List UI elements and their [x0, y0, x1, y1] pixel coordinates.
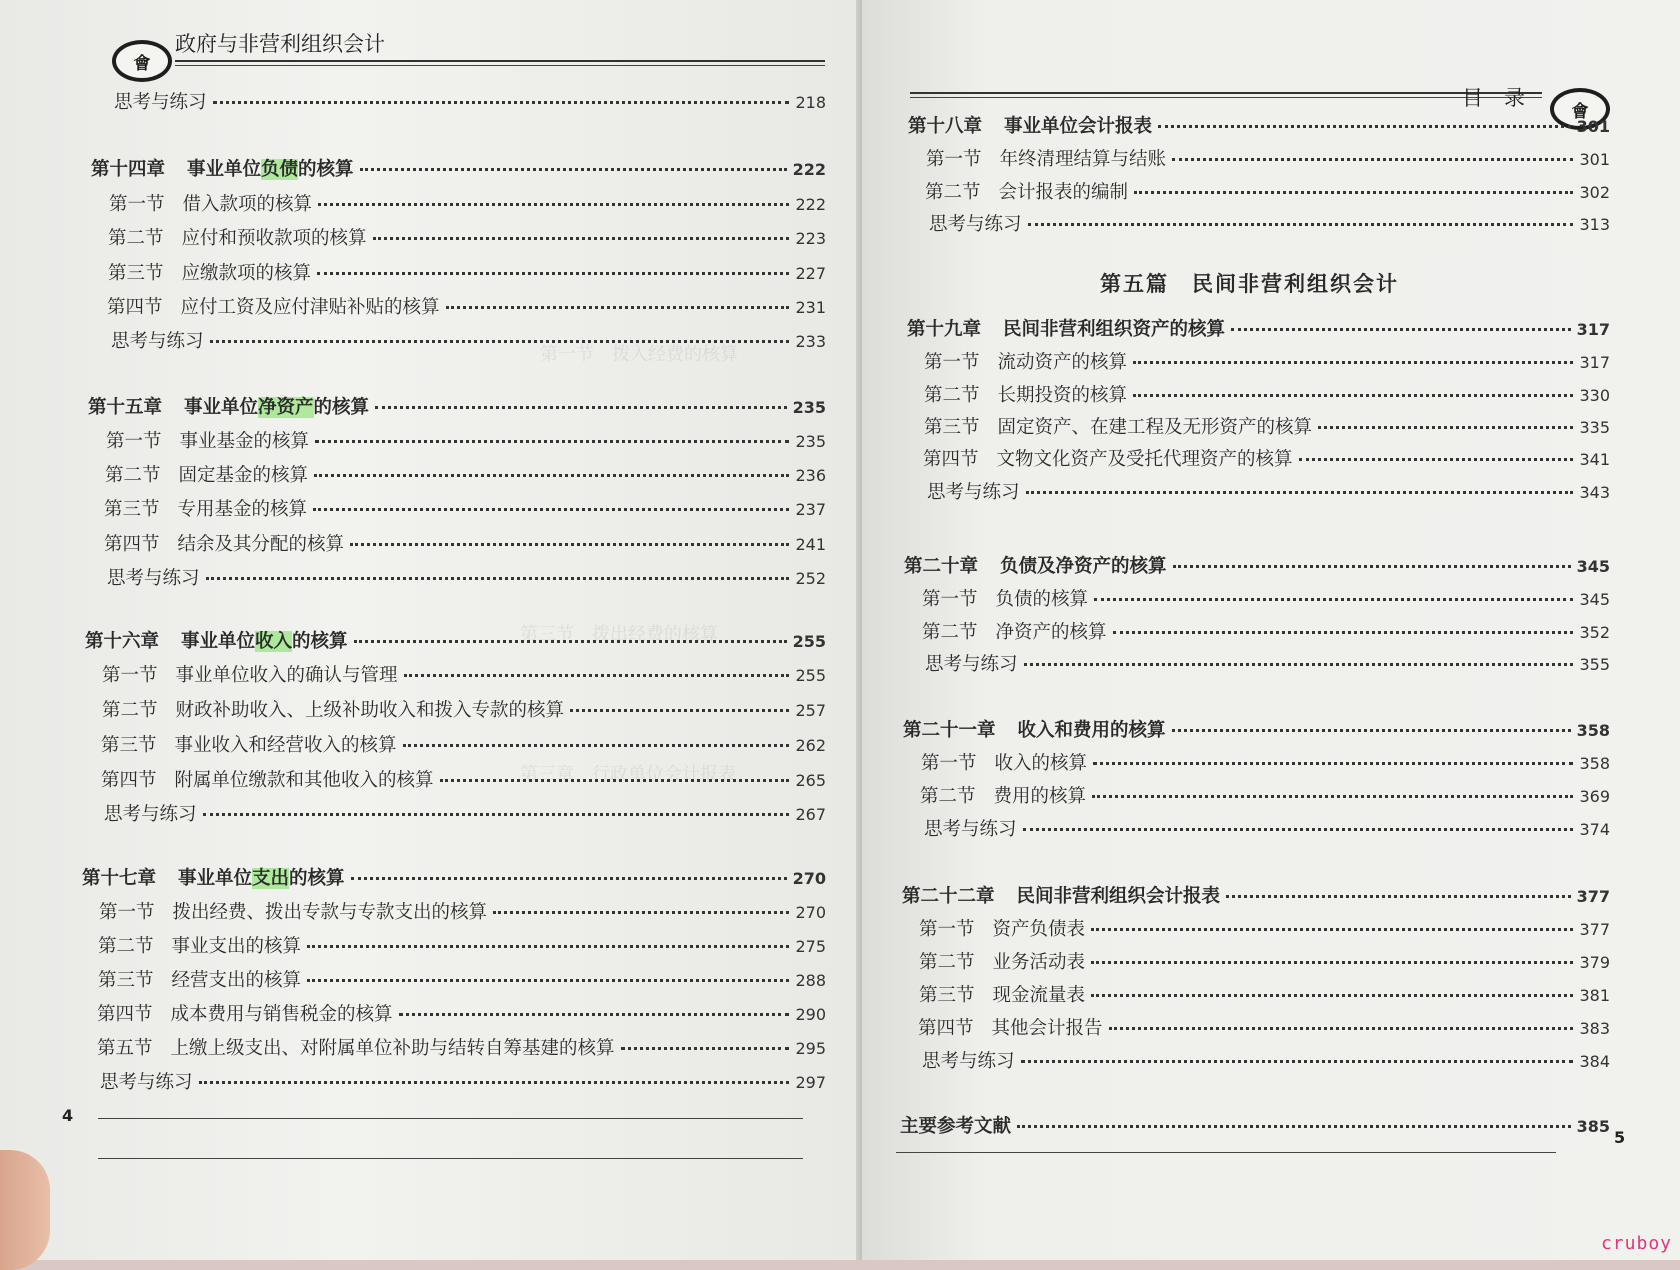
toc-entry-title: 思考与练习 — [924, 819, 1017, 840]
toc-page-number: 222 — [792, 160, 826, 179]
show-through-text: 第三节 拨出经费的核算 — [520, 624, 718, 645]
toc-entry-label: 第二节 — [108, 228, 164, 249]
toc-entry-title: 事业单位支出的核算 — [178, 868, 345, 889]
dot-leader — [1134, 191, 1573, 194]
toc-section-entry — [926, 145, 1610, 171]
toc-entry-label: 第三节 — [98, 970, 154, 991]
dot-leader — [317, 272, 789, 275]
toc-page-number: 341 — [1579, 450, 1610, 469]
running-title: 政府与非营利组织会计 — [175, 32, 385, 56]
toc-entry-title: 事业单位会计报表 — [1004, 116, 1153, 137]
toc-exercise-entry — [114, 88, 826, 114]
toc-entry-title: 借入款项的核算 — [182, 194, 313, 215]
toc-section-entry — [104, 495, 826, 521]
toc-page-number: 379 — [1579, 953, 1610, 972]
toc-page-number: 218 — [795, 93, 826, 112]
toc-chapter-entry — [904, 552, 1610, 578]
toc-section-entry — [106, 427, 826, 453]
highlighter-mark: 负债 — [261, 159, 299, 180]
toc-entry-title: 业务活动表 — [992, 952, 1086, 973]
toc-exercise-entry — [922, 1047, 1610, 1073]
toc-section-entry — [104, 530, 826, 556]
toc-section-entry — [98, 966, 826, 992]
toc-page-number: 290 — [795, 1005, 826, 1024]
toc-page-number: 257 — [795, 701, 826, 720]
toc-entry-label: 第四节 — [923, 449, 979, 470]
publisher-logo-icon: 會 — [112, 40, 172, 82]
dot-leader — [1113, 631, 1574, 634]
toc-page-number: 265 — [795, 771, 826, 790]
toc-entry-title: 费用的核算 — [993, 786, 1087, 807]
toc-section-entry — [924, 381, 1610, 407]
toc-entry-title: 民间非营利组织会计报表 — [1016, 886, 1221, 907]
dot-leader — [1172, 729, 1571, 732]
toc-page-number: 345 — [1579, 590, 1610, 609]
toc-entry-title: 应缴款项的核算 — [181, 263, 312, 284]
toc-entry-title: 固定资产、在建工程及无形资产的核算 — [997, 417, 1313, 438]
dot-leader — [621, 1047, 790, 1050]
toc-entry-title: 应付和预收款项的核算 — [181, 228, 367, 249]
toc-entry-title: 事业单位收入的核算 — [181, 631, 348, 652]
toc-entry-title: 经营支出的核算 — [171, 970, 302, 991]
header-rule-thin — [175, 65, 825, 66]
toc-section-entry — [97, 1034, 826, 1060]
dot-leader — [1109, 1027, 1574, 1030]
toc-page-number: 222 — [795, 195, 826, 214]
toc-page-number: 235 — [795, 432, 826, 451]
toc-page-number: 385 — [1576, 1117, 1610, 1136]
dot-leader — [1091, 994, 1573, 997]
toc-page-number: 270 — [792, 869, 826, 888]
highlighter-mark: 净资产 — [258, 397, 314, 418]
toc-entry-label: 第一节 — [924, 352, 980, 373]
toc-entry-title: 净资产的核算 — [995, 622, 1107, 643]
toc-entry-title: 现金流量表 — [992, 985, 1086, 1006]
dot-leader — [360, 168, 787, 171]
toc-entry-label: 第一节 — [109, 194, 165, 215]
toc-chapter-entry — [907, 315, 1610, 341]
toc-section-entry — [924, 413, 1610, 439]
toc-entry-label: 第二十章 — [904, 556, 979, 577]
toc-entry-label: 第一节 — [926, 149, 982, 170]
toc-section-entry — [109, 190, 826, 216]
toc-entry-title: 成本费用与销售税金的核算 — [170, 1004, 393, 1025]
toc-section-entry — [921, 749, 1610, 775]
dot-leader — [213, 101, 790, 104]
toc-entry-label: 第十六章 — [85, 631, 160, 652]
toc-entry-label: 第十九章 — [907, 319, 982, 340]
toc-entry-title: 思考与练习 — [100, 1072, 193, 1093]
dot-leader — [1093, 762, 1573, 765]
dot-leader — [1091, 961, 1573, 964]
dot-leader — [210, 340, 790, 343]
dot-leader — [1172, 158, 1573, 161]
toc-page-number: 275 — [795, 937, 826, 956]
footer-rule — [98, 1118, 803, 1119]
dot-leader — [315, 440, 789, 443]
dot-leader — [203, 813, 790, 816]
toc-page-number: 377 — [1576, 887, 1610, 906]
dot-leader — [318, 203, 789, 206]
dot-leader — [440, 779, 790, 782]
dot-leader — [1299, 458, 1574, 461]
toc-entry-title: 思考与练习 — [922, 1051, 1015, 1072]
highlighter-mark: 收入 — [255, 631, 293, 652]
toc-entry-label: 第一节 — [102, 665, 158, 686]
toc-page-number: 255 — [795, 666, 826, 685]
toc-entry-label: 第三节 — [104, 499, 160, 520]
toc-section-entry — [107, 293, 826, 319]
dot-leader — [1028, 223, 1574, 226]
toc-entry-label: 第二节 — [922, 622, 978, 643]
toc-page-number: 267 — [795, 805, 826, 824]
toc-page-number: 343 — [1579, 483, 1610, 502]
toc-entry-title: 思考与练习 — [929, 214, 1022, 235]
toc-section-entry — [97, 1000, 826, 1026]
toc-entry-title: 年终清理结算与结账 — [999, 149, 1167, 170]
toc-entry-label: 第十五章 — [88, 397, 163, 418]
toc-exercise-entry — [100, 1068, 826, 1094]
toc-entry-title: 思考与练习 — [111, 331, 204, 352]
toc-entry-title: 流动资产的核算 — [997, 352, 1128, 373]
part-heading: 第五篇 民间非营利组织会计 — [1100, 271, 1399, 296]
toc-entry-label: 第二节 — [102, 700, 158, 721]
toc-page-number: 301 — [1576, 117, 1610, 136]
toc-chapter-entry — [88, 393, 826, 419]
toc-entry-label: 第一节 — [106, 431, 162, 452]
toc-entry-title: 事业单位净资产的核算 — [184, 397, 370, 418]
toc-page-number: 358 — [1579, 754, 1610, 773]
toc-entry-label: 第三节 — [919, 985, 975, 1006]
toc-page-number: 237 — [795, 500, 826, 519]
toc-entry-label: 第二节 — [919, 952, 975, 973]
toc-page-number: 377 — [1579, 920, 1610, 939]
toc-chapter-entry — [85, 627, 826, 653]
dot-leader — [1021, 1060, 1574, 1063]
dot-leader — [307, 945, 789, 948]
toc-exercise-entry — [107, 564, 826, 590]
dot-leader — [307, 979, 789, 982]
dot-leader — [1318, 426, 1573, 429]
dot-leader — [350, 543, 789, 546]
page-number: 5 — [1614, 1128, 1626, 1147]
toc-entry-label: 第一节 — [99, 902, 155, 923]
toc-exercise-entry — [924, 815, 1610, 841]
toc-entry-label: 第十七章 — [82, 868, 157, 889]
toc-entry-title: 事业收入和经营收入的核算 — [174, 735, 397, 756]
page-number: 4 — [62, 1106, 74, 1125]
dot-leader — [1158, 125, 1571, 128]
toc-exercise-entry — [111, 327, 826, 353]
toc-page-number: 235 — [792, 398, 826, 417]
toc-page-number: 383 — [1579, 1019, 1610, 1038]
toc-page-number: 241 — [795, 535, 826, 554]
dot-leader — [314, 474, 789, 477]
toc-entry-label: 第五节 — [97, 1038, 153, 1059]
toc-entry-title: 事业基金的核算 — [179, 431, 310, 452]
toc-page-number: 252 — [795, 569, 826, 588]
dot-leader — [313, 508, 789, 511]
toc-page-number: 233 — [795, 332, 826, 351]
toc-section-entry — [101, 731, 826, 757]
toc-section-entry — [918, 1014, 1610, 1040]
toc-entry-title: 事业支出的核算 — [171, 936, 302, 957]
toc-entry-label: 第二十二章 — [902, 886, 995, 907]
toc-entry-title: 事业单位负债的核算 — [187, 159, 354, 180]
dot-leader — [375, 406, 787, 409]
toc-entry-label: 第二节 — [920, 786, 976, 807]
header-rule — [910, 92, 1542, 94]
header-rule-thin — [910, 97, 1542, 98]
dot-leader — [199, 1081, 790, 1084]
toc-entry-title: 思考与练习 — [104, 804, 197, 825]
dot-leader — [493, 911, 789, 914]
toc-exercise-entry — [927, 478, 1610, 504]
toc-section-entry — [102, 661, 826, 687]
toc-chapter-entry — [902, 882, 1610, 908]
toc-page-number: 255 — [792, 632, 826, 651]
toc-entry-label: 第一节 — [919, 919, 975, 940]
dot-leader — [399, 1013, 790, 1016]
toc-chapter-entry — [900, 1112, 1610, 1138]
toc-page-number: 288 — [795, 971, 826, 990]
toc-section-entry — [105, 461, 826, 487]
toc-entry-title: 资产负债表 — [992, 919, 1086, 940]
toc-entry-title: 民间非营利组织资产的核算 — [1003, 319, 1226, 340]
toc-section-entry — [922, 618, 1610, 644]
show-through-text: 第一节 拨入经费的核算 — [540, 344, 738, 365]
dot-leader — [1026, 491, 1574, 494]
toc-section-entry — [99, 898, 826, 924]
dot-leader — [373, 237, 790, 240]
toc-page-number: 270 — [795, 903, 826, 922]
toc-page-number: 262 — [795, 736, 826, 755]
toc-page-number: 297 — [795, 1073, 826, 1092]
toc-page-number: 295 — [795, 1039, 826, 1058]
toc-entry-label: 第二节 — [924, 385, 980, 406]
toc-entry-title: 文物文化资产及受托代理资产的核算 — [996, 449, 1293, 470]
toc-page-number: 317 — [1576, 320, 1610, 339]
header-rule — [175, 60, 825, 62]
toc-page-number: 335 — [1579, 418, 1610, 437]
toc-page-number: 369 — [1579, 787, 1610, 806]
toc-page-number: 301 — [1579, 150, 1610, 169]
toc-page-number: 236 — [795, 466, 826, 485]
toc-entry-label: 第四节 — [104, 534, 160, 555]
toc-entry-title: 上缴上级支出、对附属单位补助与结转自筹基建的核算 — [170, 1038, 615, 1059]
toc-page-number: 352 — [1579, 623, 1610, 642]
toc-page-number: 330 — [1579, 386, 1610, 405]
toc-section-entry — [98, 932, 826, 958]
toc-exercise-entry — [925, 650, 1610, 676]
toc-page-number: 227 — [795, 264, 826, 283]
toc-entry-label: 第四节 — [918, 1018, 974, 1039]
dot-leader — [1017, 1125, 1571, 1128]
toc-section-entry — [919, 981, 1610, 1007]
toc-entry-label: 第十八章 — [908, 116, 983, 137]
toc-entry-label: 第四节 — [107, 297, 163, 318]
toc-page-number: 374 — [1579, 820, 1610, 839]
toc-section-entry — [919, 948, 1610, 974]
dot-leader — [404, 674, 790, 677]
dot-leader — [403, 744, 790, 747]
toc-entry-title: 思考与练习 — [107, 568, 200, 589]
toc-entry-label: 第三节 — [101, 735, 157, 756]
toc-entry-title: 结余及其分配的核算 — [177, 534, 345, 555]
dot-leader — [1023, 828, 1574, 831]
dot-leader — [1094, 598, 1573, 601]
running-title: 目 录 — [1462, 86, 1525, 110]
toc-section-entry — [925, 178, 1610, 204]
footer-rule — [98, 1158, 803, 1159]
toc-entry-title: 负债及净资产的核算 — [1000, 556, 1167, 577]
right-page — [862, 0, 1680, 1260]
toc-entry-title: 长期投资的核算 — [997, 385, 1128, 406]
toc-chapter-entry — [908, 112, 1610, 138]
dot-leader — [1091, 928, 1573, 931]
dot-leader — [1226, 895, 1571, 898]
toc-entry-label: 第二节 — [98, 936, 154, 957]
dot-leader — [1024, 663, 1574, 666]
dot-leader — [1133, 361, 1573, 364]
toc-entry-label: 第三节 — [924, 417, 980, 438]
toc-entry-title: 附属单位缴款和其他收入的核算 — [174, 770, 434, 791]
toc-page-number: 345 — [1576, 557, 1610, 576]
toc-entry-title: 负债的核算 — [995, 589, 1089, 610]
toc-page-number: 317 — [1579, 353, 1610, 372]
show-through-text: 第三章 行政单位会计报表 — [520, 764, 736, 785]
toc-entry-title: 应付工资及应付津贴补贴的核算 — [180, 297, 440, 318]
watermark: cruboy — [1600, 1233, 1672, 1254]
toc-entry-label: 第一节 — [922, 589, 978, 610]
toc-page-number: 358 — [1576, 721, 1610, 740]
toc-entry-title: 思考与练习 — [925, 654, 1018, 675]
toc-page-number: 302 — [1579, 183, 1610, 202]
toc-page-number: 355 — [1579, 655, 1610, 674]
toc-entry-title: 财政补助收入、上级补助收入和拨入专款的核算 — [175, 700, 565, 721]
toc-chapter-entry — [91, 155, 826, 181]
toc-entry-title: 固定基金的核算 — [178, 465, 309, 486]
toc-entry-title: 会计报表的编制 — [998, 182, 1129, 203]
toc-entry-title: 专用基金的核算 — [177, 499, 308, 520]
dot-leader — [1231, 328, 1571, 331]
toc-section-entry — [920, 782, 1610, 808]
toc-section-entry — [108, 259, 826, 285]
toc-section-entry — [108, 224, 826, 250]
toc-exercise-entry — [929, 210, 1610, 236]
toc-page-number: 313 — [1579, 215, 1610, 234]
toc-entry-label: 第二节 — [925, 182, 981, 203]
dot-leader — [206, 577, 790, 580]
toc-page-number: 223 — [795, 229, 826, 248]
dot-leader — [351, 877, 787, 880]
toc-exercise-entry — [104, 800, 826, 826]
highlighter-mark: 支出 — [252, 868, 290, 889]
thumb — [0, 1150, 50, 1270]
toc-entry-label: 第四节 — [101, 770, 157, 791]
dot-leader — [354, 640, 787, 643]
toc-entry-title: 思考与练习 — [114, 92, 207, 113]
toc-page-number: 381 — [1579, 986, 1610, 1005]
dot-leader — [1173, 565, 1571, 568]
toc-entry-label: 第二节 — [105, 465, 161, 486]
dot-leader — [1092, 795, 1573, 798]
dot-leader — [446, 306, 790, 309]
publisher-logo-icon: 會 — [1550, 88, 1610, 130]
toc-section-entry — [919, 915, 1610, 941]
toc-entry-label: 第二十一章 — [903, 720, 996, 741]
toc-entry-title: 拨出经费、拨出专款与专款支出的核算 — [172, 902, 488, 923]
dot-leader — [1133, 394, 1573, 397]
toc-section-entry — [102, 696, 826, 722]
toc-entry-title: 收入的核算 — [994, 753, 1088, 774]
toc-entry-label: 第四节 — [97, 1004, 153, 1025]
toc-chapter-entry — [903, 716, 1610, 742]
toc-entry-label: 第一节 — [921, 753, 977, 774]
toc-page-number: 231 — [795, 298, 826, 317]
footer-rule — [896, 1152, 1556, 1153]
toc-entry-title: 主要参考文献 — [900, 1116, 1012, 1137]
toc-page-number: 384 — [1579, 1052, 1610, 1071]
toc-entry-title: 思考与练习 — [927, 482, 1020, 503]
toc-entry-label: 第三节 — [108, 263, 164, 284]
toc-entry-title: 事业单位收入的确认与管理 — [175, 665, 398, 686]
toc-entry-title: 其他会计报告 — [991, 1018, 1103, 1039]
toc-entry-title: 收入和费用的核算 — [1017, 720, 1166, 741]
dot-leader — [570, 709, 789, 712]
toc-section-entry — [101, 766, 826, 792]
toc-entry-label: 第十四章 — [91, 159, 166, 180]
toc-section-entry — [924, 348, 1610, 374]
toc-section-entry — [923, 445, 1610, 471]
toc-chapter-entry — [82, 864, 826, 890]
toc-section-entry — [922, 585, 1610, 611]
